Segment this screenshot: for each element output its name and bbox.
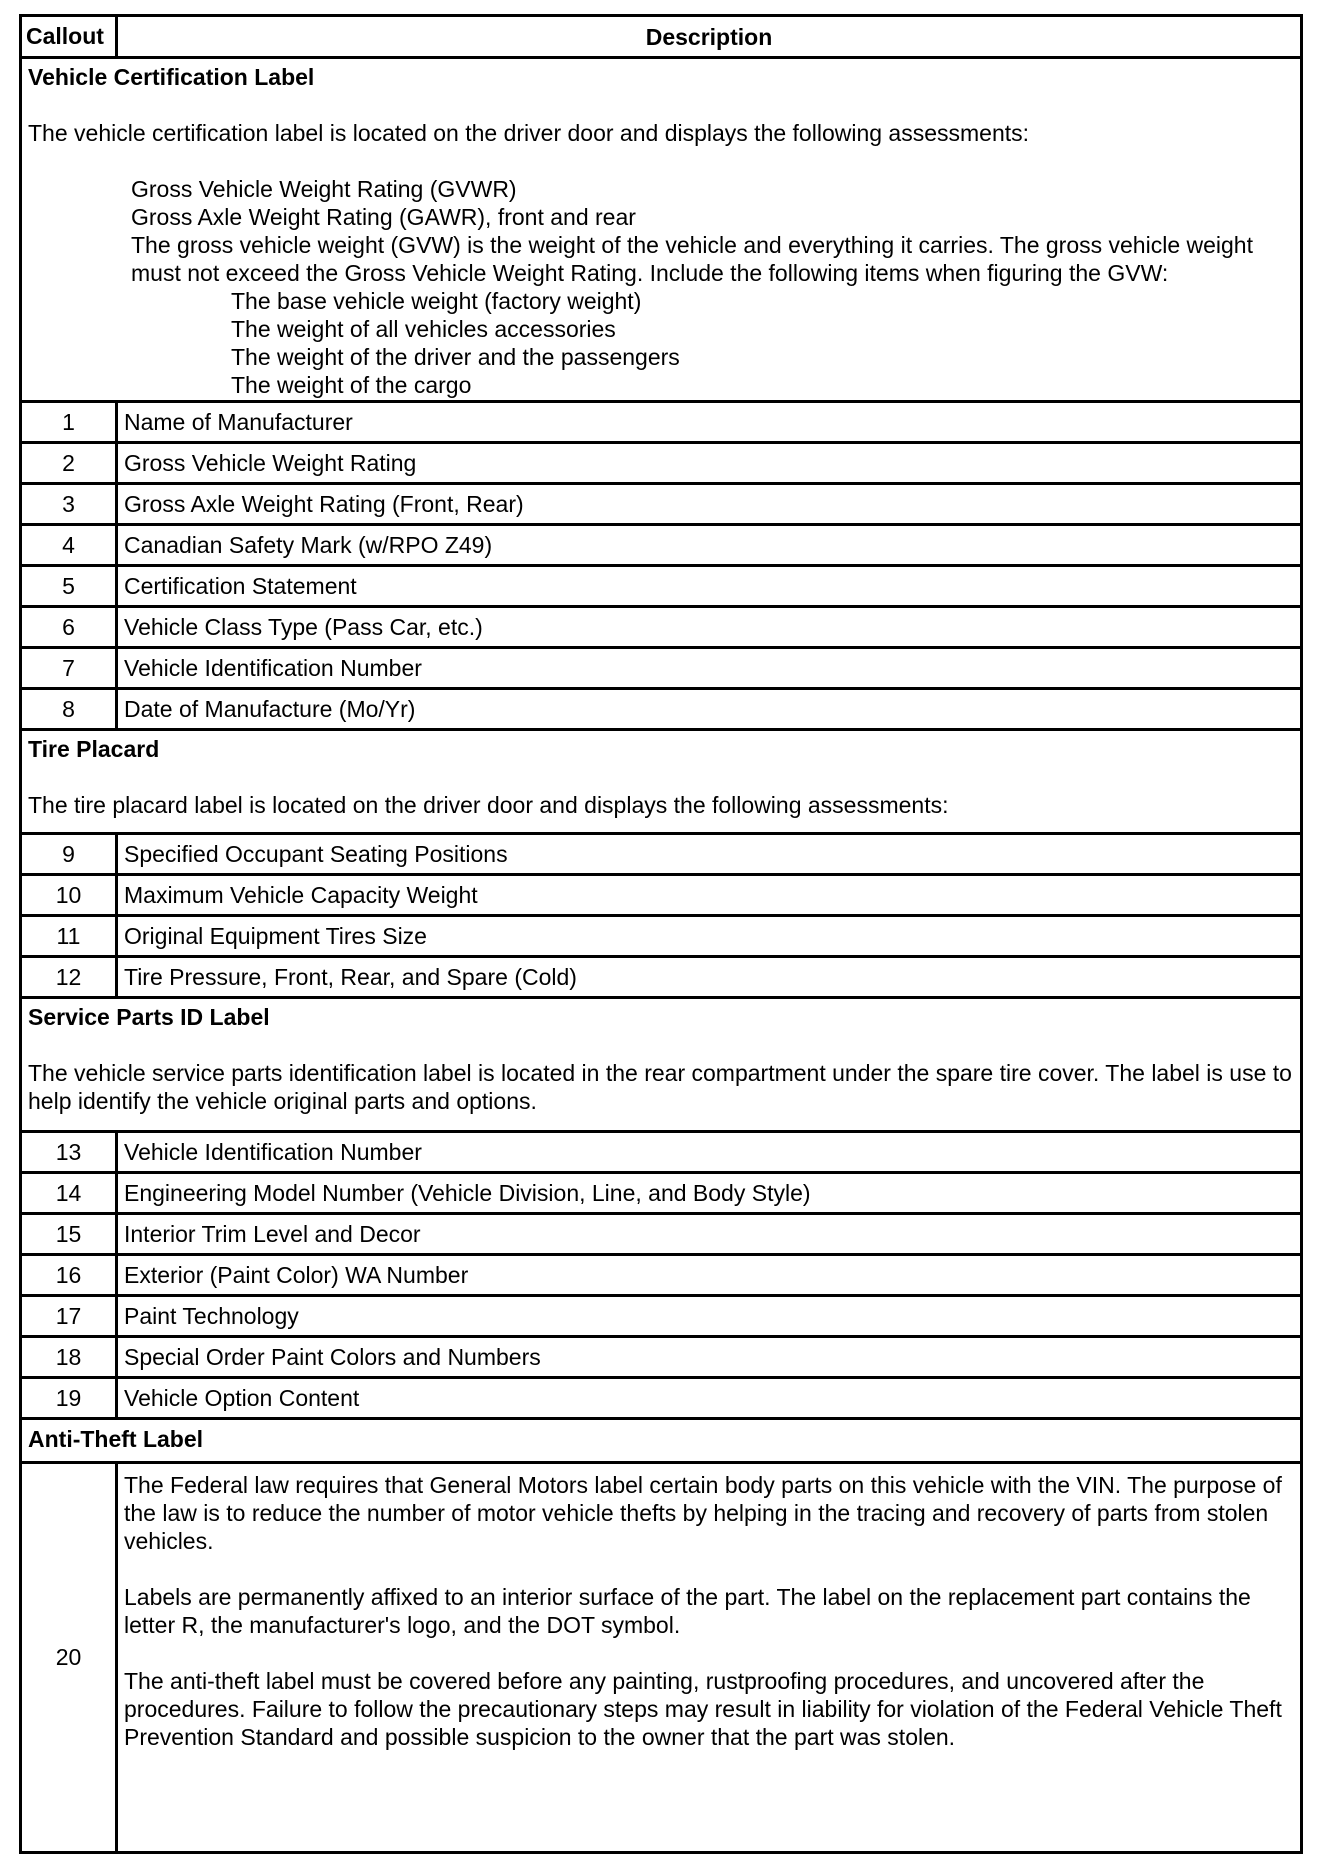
assessment-item: Gross Axle Weight Rating (GAWR), front and rear <box>131 204 636 230</box>
gvw-items-list <box>28 287 1294 399</box>
callout-number: 9 <box>22 835 118 873</box>
gvw-item: The weight of the cargo <box>231 372 472 398</box>
callout-description: Vehicle Class Type (Pass Car, etc.) <box>124 614 483 640</box>
vehicle-certification-text <box>22 59 1300 400</box>
callout-number: 20 <box>22 1464 118 1851</box>
callout-description: Gross Axle Weight Rating (Front, Rear) <box>124 491 524 517</box>
callout-description: Original Equipment Tires Size <box>124 923 427 949</box>
section-title: Vehicle Certification Label <box>28 64 315 90</box>
callout-number: 3 <box>22 485 118 523</box>
callout-number: 13 <box>22 1133 118 1171</box>
table-row <box>22 1174 1300 1215</box>
table-row <box>22 608 1300 649</box>
table-header <box>22 17 1300 59</box>
description-column-header: Description <box>645 23 773 50</box>
callout-description: Gross Vehicle Weight Rating <box>124 450 417 476</box>
callout-table <box>19 14 1303 1854</box>
callout-number: 2 <box>22 444 118 482</box>
callout-description: Vehicle Identification Number <box>124 1139 422 1165</box>
callout-number: 11 <box>22 917 118 955</box>
callout-number: 12 <box>22 958 118 996</box>
table-row <box>22 958 1300 999</box>
assessment-list <box>28 175 1294 287</box>
callout-description: Exterior (Paint Color) WA Number <box>124 1262 469 1288</box>
table-row <box>22 567 1300 608</box>
table-row <box>22 1133 1300 1174</box>
callout-description: Maximum Vehicle Capacity Weight <box>124 882 478 908</box>
callout-number: 18 <box>22 1338 118 1376</box>
table-row <box>22 1464 1300 1851</box>
callout-column-header: Callout <box>22 17 118 56</box>
table-row <box>22 444 1300 485</box>
table-row <box>22 835 1300 876</box>
table-row <box>22 917 1300 958</box>
callout-description: Special Order Paint Colors and Numbers <box>124 1344 541 1370</box>
callout-description: Vehicle Identification Number <box>124 655 422 681</box>
callout-number: 16 <box>22 1256 118 1294</box>
callout-description: Specified Occupant Seating Positions <box>124 841 508 867</box>
callout-number: 14 <box>22 1174 118 1212</box>
gvw-item: The base vehicle weight (factory weight) <box>231 288 642 314</box>
callout-description: Date of Manufacture (Mo/Yr) <box>124 696 416 722</box>
callout-description: Tire Pressure, Front, Rear, and Spare (Cold) <box>124 964 577 990</box>
table-row <box>22 1338 1300 1379</box>
callout-description: Name of Manufacturer <box>124 409 353 435</box>
gvw-item: The weight of all vehicles accessories <box>231 316 616 342</box>
callout-number: 8 <box>22 690 118 728</box>
callout-number: 19 <box>22 1379 118 1417</box>
section-intro: The vehicle certification label is located on the driver door and displays the following assessments: <box>28 120 1030 146</box>
vehicle-certification-section <box>22 59 1300 403</box>
table-row <box>22 1215 1300 1256</box>
callout-description: Paint Technology <box>124 1303 299 1329</box>
section-title: Service Parts ID Label <box>28 1004 270 1030</box>
callout-number: 6 <box>22 608 118 646</box>
anti-theft-paragraph: The Federal law requires that General Motors label certain body parts on this vehicle with the VIN. The purpose of the law is to reduce the number of motor vehicle thefts by helping in the tracing and recovery of parts from stolen vehicles. <box>124 1472 1282 1554</box>
table-row <box>22 649 1300 690</box>
callout-description: Certification Statement <box>124 573 357 599</box>
anti-theft-section <box>22 1420 1300 1464</box>
callout-number: 10 <box>22 876 118 914</box>
table-row <box>22 1379 1300 1420</box>
section-title: Tire Placard <box>28 736 160 762</box>
section-intro: The vehicle service parts identification label is located in the rear compartment under the spare tire cover. The label is use to help identify the vehicle original parts and options. <box>28 1060 1292 1114</box>
gvw-item: The weight of the driver and the passengers <box>231 344 680 370</box>
anti-theft-paragraph: Labels are permanently affixed to an interior surface of the part. The label on the replacement part contains the letter R, the manufacturer's logo, and the DOT symbol. <box>124 1584 1251 1638</box>
anti-theft-description <box>118 1464 1300 1851</box>
callout-number: 4 <box>22 526 118 564</box>
callout-number: 1 <box>22 403 118 441</box>
service-parts-id-text <box>22 999 1300 1130</box>
section-intro: The tire placard label is located on the driver door and displays the following assessments: <box>28 792 949 818</box>
tire-placard-section <box>22 731 1300 835</box>
section-title: Anti-Theft Label <box>28 1426 204 1452</box>
callout-description: Canadian Safety Mark (w/RPO Z49) <box>124 532 493 558</box>
assessment-item: Gross Vehicle Weight Rating (GVWR) <box>131 176 517 202</box>
callout-number: 7 <box>22 649 118 687</box>
tire-placard-text <box>22 731 955 832</box>
callout-description: Vehicle Option Content <box>124 1385 360 1411</box>
assessment-item: The gross vehicle weight (GVW) is the weight of the vehicle and everything it carries. The gross vehicle weight must not exceed the Gross Vehicle Weight Rating. Include the following items when figuring the GVW: <box>131 232 1253 286</box>
callout-number: 17 <box>22 1297 118 1335</box>
anti-theft-paragraph: The anti-theft label must be covered before any painting, rustproofing procedures, and uncovered after the procedures. Failure to follow the precautionary steps may result in liability for violation of the Federal Vehicle Theft Prevention Standard and possible suspicion to the owner that the part was stolen. <box>124 1668 1282 1750</box>
callout-number: 15 <box>22 1215 118 1253</box>
service-parts-id-section <box>22 999 1300 1133</box>
table-row <box>22 690 1300 731</box>
table-row <box>22 876 1300 917</box>
table-row <box>22 1256 1300 1297</box>
callout-description: Engineering Model Number (Vehicle Division, Line, and Body Style) <box>124 1180 811 1206</box>
table-row <box>22 1297 1300 1338</box>
callout-description: Interior Trim Level and Decor <box>124 1221 421 1247</box>
table-row <box>22 403 1300 444</box>
table-row <box>22 485 1300 526</box>
callout-number: 5 <box>22 567 118 605</box>
table-row <box>22 526 1300 567</box>
